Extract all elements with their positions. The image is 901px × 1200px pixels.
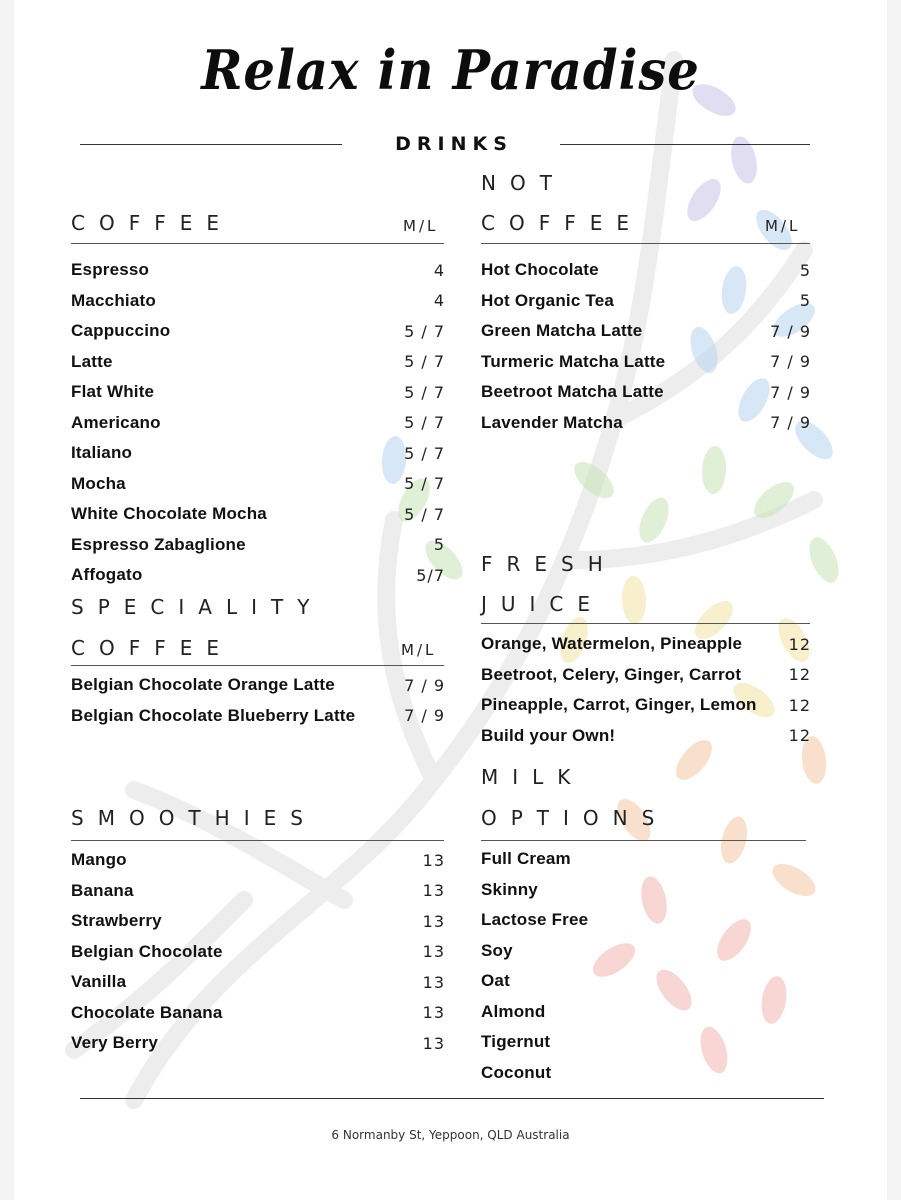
item-name: Hot Organic Tea	[481, 290, 615, 310]
item-price: 5 / 7	[404, 413, 445, 433]
item-name: Build your Own!	[481, 725, 616, 745]
fresh-juice-heading-line2: JUICE	[481, 592, 605, 616]
menu-item	[71, 937, 445, 968]
menu-item	[481, 377, 811, 408]
menu-item	[481, 629, 811, 660]
item-name: Espresso Zabaglione	[71, 534, 246, 554]
item-name: Green Matcha Latte	[481, 321, 643, 341]
speciality-divider	[71, 665, 444, 666]
address: 6 Normanby St, Yeppoon, QLD Australia	[331, 1128, 570, 1142]
item-name: Turmeric Matcha Latte	[481, 351, 666, 371]
item-price: 12	[788, 634, 811, 654]
item-price: 5	[799, 260, 811, 280]
menu-item	[71, 316, 445, 347]
item-price: 13	[422, 850, 445, 870]
item-price: 5 / 7	[404, 352, 445, 372]
item-price: 5	[799, 291, 811, 311]
item-price: 5 / 7	[404, 382, 445, 402]
menu-title: Relax in Paradise	[201, 38, 700, 102]
fresh-juice-divider	[481, 623, 810, 624]
milk-option-item	[481, 875, 811, 906]
coffee-list	[71, 255, 445, 591]
item-price: 7 / 9	[404, 675, 445, 695]
smoothies-list	[71, 845, 445, 1059]
item-name: Belgian Chocolate	[71, 941, 223, 961]
menu-item	[71, 1028, 445, 1059]
leaf-icon	[681, 173, 728, 226]
item-name: Oat	[481, 971, 510, 991]
menu-item	[71, 845, 445, 876]
item-name: White Chocolate Mocha	[71, 504, 267, 524]
item-price: 5	[433, 535, 445, 555]
item-price: 7 / 9	[770, 413, 811, 433]
fresh-juice-list	[481, 629, 811, 751]
menu-item	[71, 255, 445, 286]
item-name: Mango	[71, 850, 127, 870]
menu-item	[481, 660, 811, 691]
coffee-divider	[71, 243, 444, 244]
menu-item	[71, 560, 445, 591]
speciality-heading-line2: COFFEE	[71, 636, 233, 660]
smoothies-heading: SMOOTHIES	[71, 806, 317, 830]
milk-options-heading-line1: MILK	[481, 765, 585, 789]
item-name: Pineapple, Carrot, Ginger, Lemon	[481, 695, 757, 715]
menu-page	[14, 0, 887, 1200]
leaf-icon	[633, 493, 674, 547]
item-name: Very Berry	[71, 1033, 159, 1053]
fresh-juice-heading-line1: FRESH	[481, 552, 617, 576]
coffee-heading: COFFEE	[71, 211, 233, 235]
item-name: Strawberry	[71, 911, 162, 931]
item-name: Orange, Watermelon, Pineapple	[481, 634, 743, 654]
item-name: Coconut	[481, 1062, 552, 1082]
item-price: 13	[422, 1033, 445, 1053]
item-price: 13	[422, 911, 445, 931]
milk-option-item	[481, 966, 811, 997]
menu-item	[481, 721, 811, 752]
item-name: Mocha	[71, 473, 126, 493]
item-price: 5 / 7	[404, 321, 445, 341]
leaf-icon	[621, 576, 647, 625]
item-price: 5/7	[416, 565, 445, 585]
item-name: Latte	[71, 351, 113, 371]
menu-item	[71, 967, 445, 998]
menu-item	[71, 906, 445, 937]
item-name: Lavender Matcha	[481, 412, 623, 432]
milk-option-item	[481, 844, 811, 875]
milk-option-item	[481, 997, 811, 1028]
item-price: 13	[422, 942, 445, 962]
item-name: Full Cream	[481, 849, 571, 869]
menu-item	[71, 499, 445, 530]
not-coffee-list	[481, 255, 811, 438]
menu-item	[481, 286, 811, 317]
item-price: 4	[433, 291, 445, 311]
menu-item	[71, 998, 445, 1029]
milk-options-heading-line2: OPTIONS	[481, 806, 669, 830]
speciality-heading-line1: SPECIALITY	[71, 595, 324, 619]
title-divider-right	[560, 144, 810, 145]
menu-item	[481, 255, 811, 286]
coffee-size-label: M/L	[403, 217, 439, 235]
menu-item	[71, 876, 445, 907]
item-price: 5 / 7	[404, 504, 445, 524]
item-price: 7 / 9	[770, 382, 811, 402]
item-price: 4	[433, 260, 445, 280]
menu-item	[71, 408, 445, 439]
item-name: Italiano	[71, 443, 133, 463]
item-name: Almond	[481, 1001, 546, 1021]
leaf-icon	[804, 533, 845, 587]
item-name: Beetroot, Celery, Ginger, Carrot	[481, 664, 742, 684]
item-price: 13	[422, 1003, 445, 1023]
milk-option-item	[481, 1058, 811, 1089]
item-name: Flat White	[71, 382, 155, 402]
menu-item	[481, 690, 811, 721]
not-coffee-heading-line1: NOT	[481, 171, 566, 195]
milk-option-item	[481, 905, 811, 936]
title-divider-left	[80, 144, 342, 145]
footer-divider	[80, 1098, 824, 1099]
item-price: 7 / 9	[770, 321, 811, 341]
item-price: 13	[422, 881, 445, 901]
item-name: Chocolate Banana	[71, 1002, 223, 1022]
item-price: 5 / 7	[404, 474, 445, 494]
milk-options-divider	[481, 840, 806, 841]
item-name: Banana	[71, 880, 134, 900]
menu-item	[71, 438, 445, 469]
item-price: 13	[422, 972, 445, 992]
item-name: Vanilla	[71, 972, 127, 992]
item-name: Cappuccino	[71, 321, 171, 341]
menu-item	[481, 347, 811, 378]
milk-option-item	[481, 936, 811, 967]
menu-item	[71, 469, 445, 500]
menu-item	[71, 670, 445, 701]
menu-item	[71, 701, 445, 732]
smoothies-divider	[71, 840, 444, 841]
item-name: Soy	[481, 940, 513, 960]
item-name: Lactose Free	[481, 910, 589, 930]
speciality-size-label: M/L	[401, 641, 437, 659]
menu-item	[71, 377, 445, 408]
not-coffee-divider	[481, 243, 810, 244]
item-price: 12	[788, 665, 811, 685]
item-name: Affogato	[71, 565, 143, 585]
item-price: 5 / 7	[404, 443, 445, 463]
item-name: Hot Chocolate	[481, 260, 599, 280]
menu-item	[71, 347, 445, 378]
leaf-icon	[701, 445, 727, 494]
item-price: 7 / 9	[404, 706, 445, 726]
item-name: Macchiato	[71, 290, 156, 310]
drinks-heading: DRINKS	[395, 133, 513, 155]
menu-item	[71, 530, 445, 561]
item-name: Belgian Chocolate Orange Latte	[71, 675, 335, 695]
item-price: 7 / 9	[770, 352, 811, 372]
item-name: Belgian Chocolate Blueberry Latte	[71, 705, 356, 725]
item-price: 12	[788, 726, 811, 746]
item-name: Espresso	[71, 260, 150, 280]
menu-item	[481, 408, 811, 439]
menu-item	[481, 316, 811, 347]
not-coffee-heading-line2: COFFEE	[481, 211, 643, 235]
item-name: Americano	[71, 412, 161, 432]
speciality-list	[71, 670, 445, 731]
menu-item	[71, 286, 445, 317]
not-coffee-size-label: M/L	[765, 217, 801, 235]
item-name: Skinny	[481, 879, 538, 899]
item-name: Beetroot Matcha Latte	[481, 382, 664, 402]
milk-options-list	[481, 844, 811, 1088]
leaf-icon	[727, 134, 761, 186]
item-name: Tigernut	[481, 1032, 551, 1052]
item-price: 12	[788, 695, 811, 715]
milk-option-item	[481, 1027, 811, 1058]
